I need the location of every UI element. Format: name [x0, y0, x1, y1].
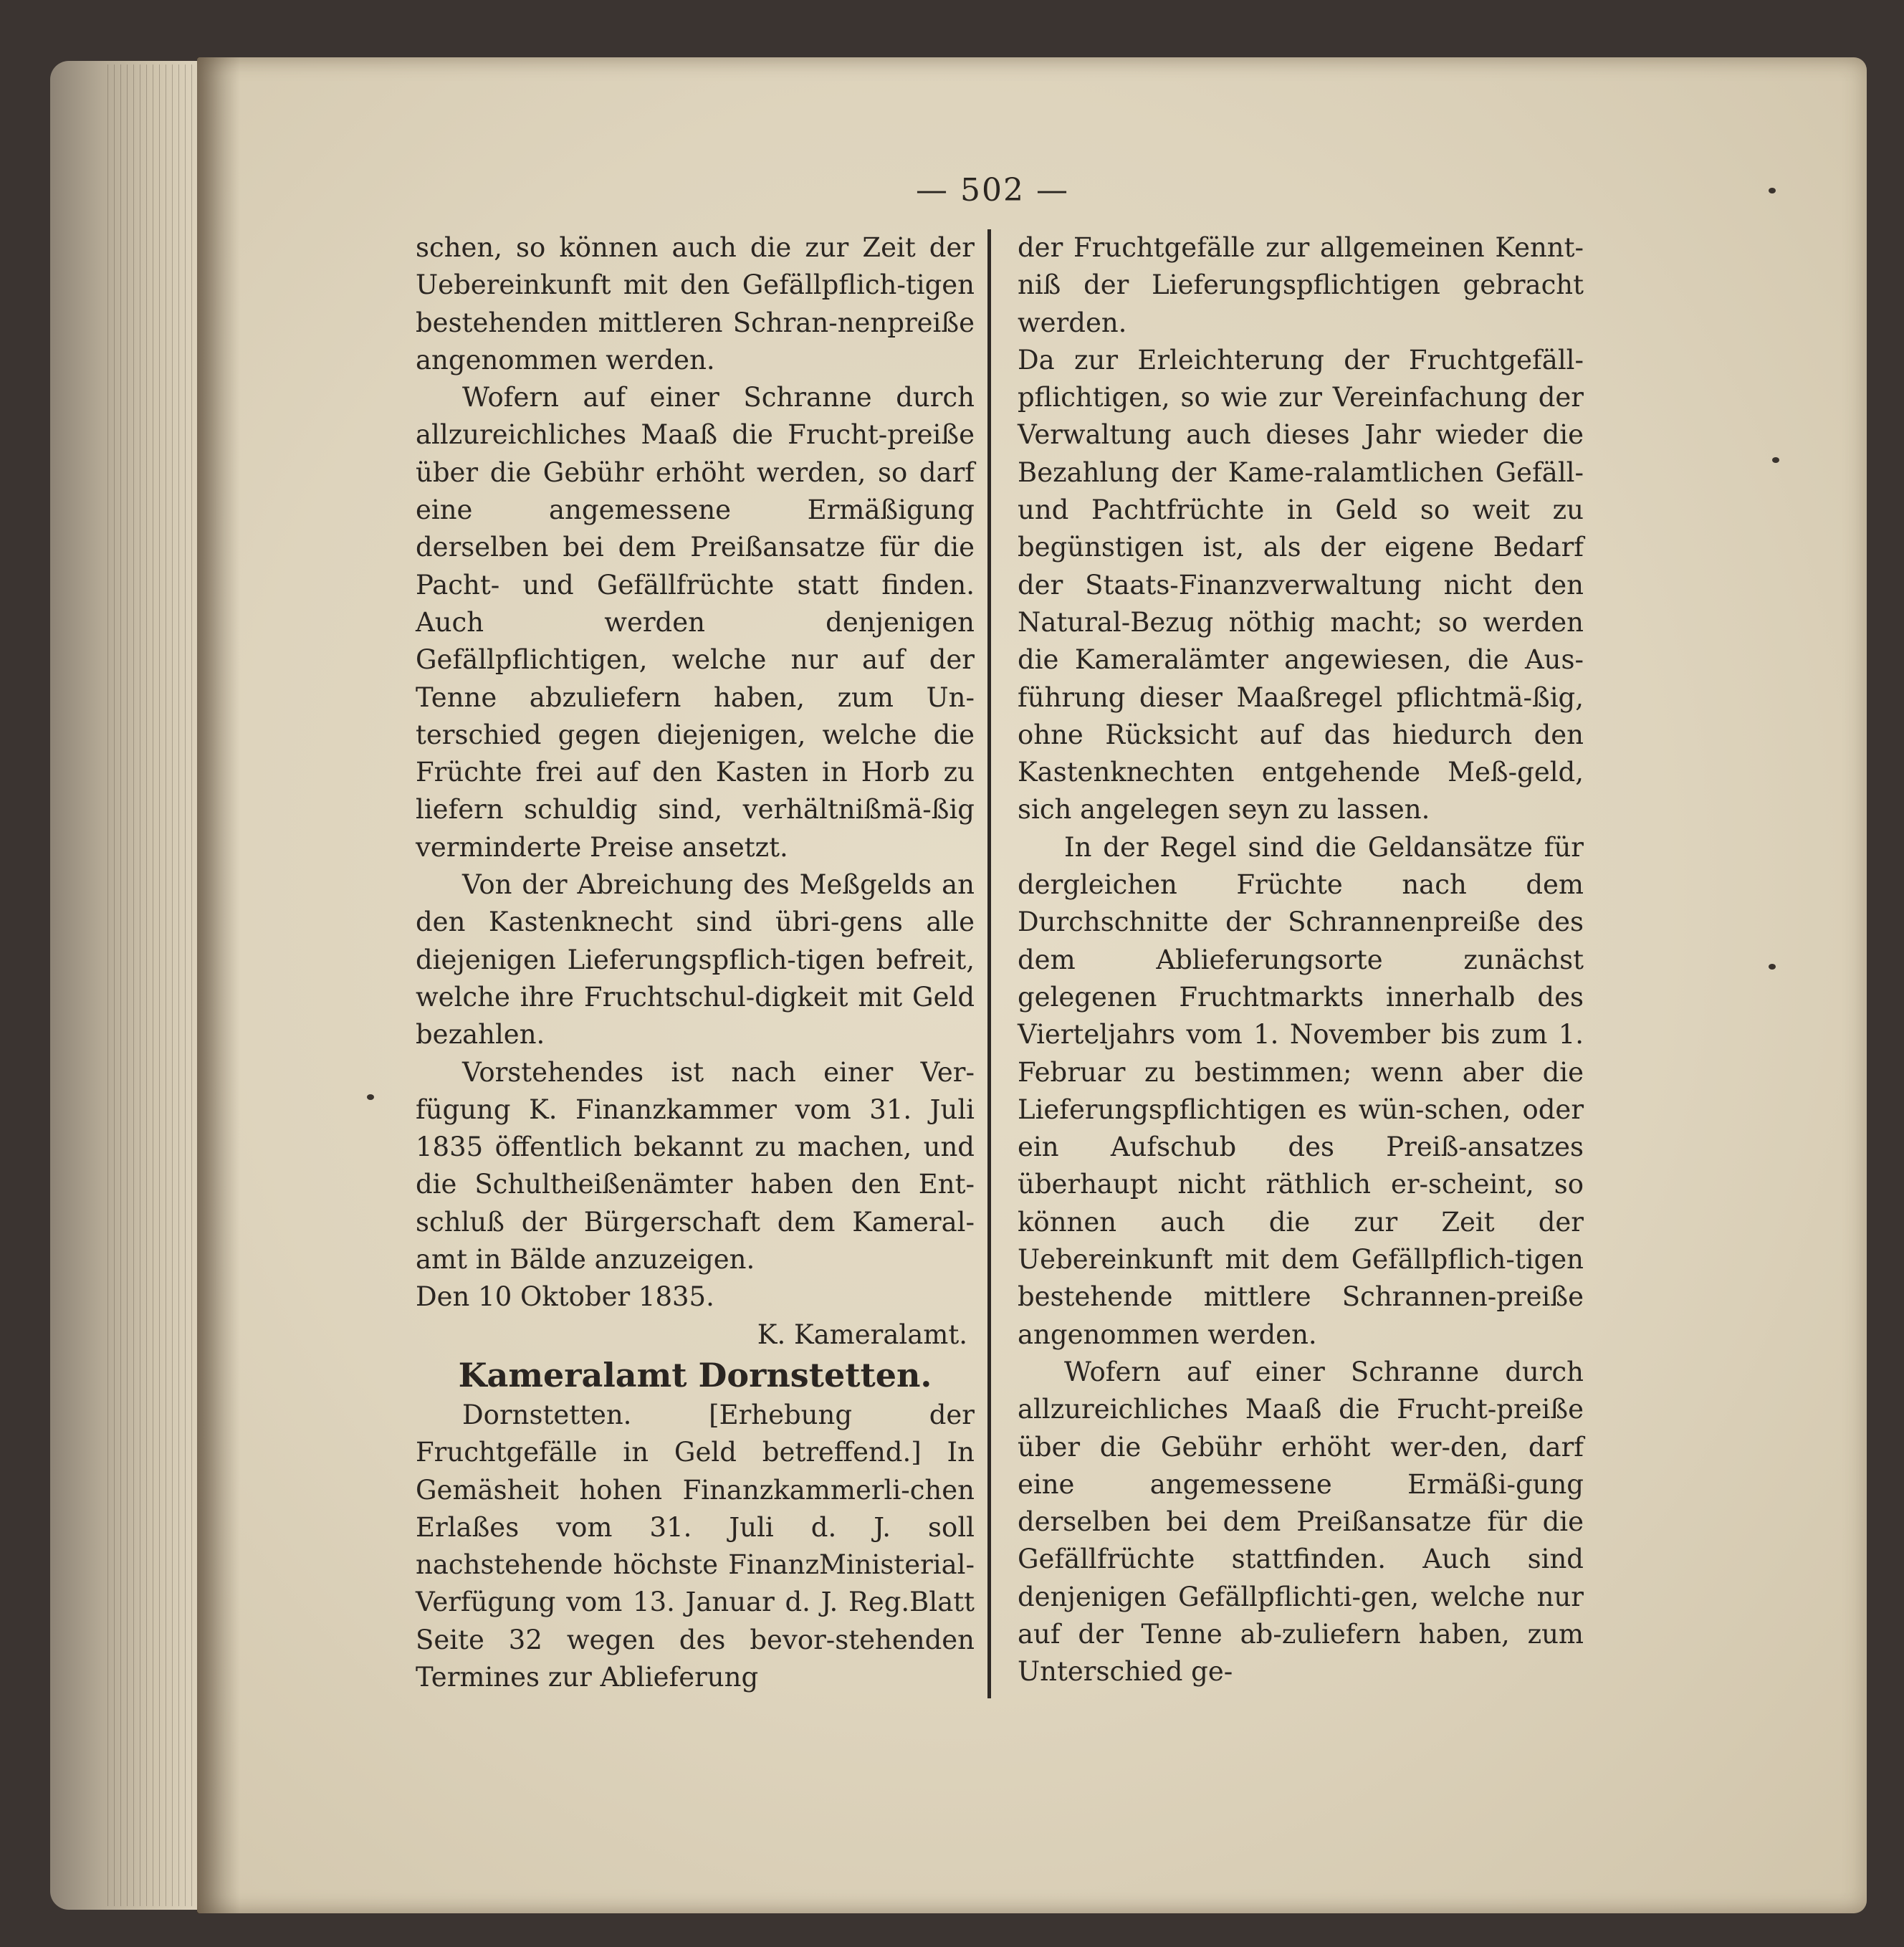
page-edge-lines — [107, 64, 201, 1906]
signature: K. Kameralamt. — [757, 1319, 967, 1350]
paragraph: schen, so können auch die zur Zeit der Uebereinkunft mit den Gefällpflich-tigen bestehenden mittleren Schran-nenpreiße angenommen werden. — [416, 232, 975, 375]
paragraph: In der Regel sind die Geldansätze für dergleichen Früchte nach dem Durchschnitte der Schrannenpreiße des dem Ablieferungsorte zunächst gelegenen Fruchtmarkts innerhalb des Vierteljahrs vom 1. November bis zum 1. Februar zu bestimmen; wenn aber die Lieferungspflichtigen es wün-schen, oder ein Aufschub des Preiß-ansatzes überhaupt nicht räthlich er-scheint, so können auch die zur Zeit der Uebereinkunft mit dem Gefällpflich-tigen bestehende mittlere Schrannen-preiße angenommen werden. — [1018, 831, 1584, 1350]
column-divider — [987, 229, 991, 1698]
paragraph: Dornstetten. [Erhebung der Fruchtgefälle in Geld betreffend.] In Gemäsheit hohen Finanzkammerli-chen Erlaßes vom 31. Juli d. J. soll nachstehende höchste FinanzMinisterial-Verfügung vom 13. Januar d. J. Reg.Blatt Seite 32 wegen des bevor-stehenden Termines zur Ablieferung — [416, 1399, 975, 1693]
paper-speck — [1769, 964, 1776, 970]
paragraph: Wofern auf einer Schranne durch allzureichliches Maaß die Frucht-preiße über die Gebühr erhöht wer-den, darf eine angemessene Ermäßi-gung derselben bei dem Preißansatze für die Gefällfrüchte stattfinden. Auch sind denjenigen Gefällpflichti-gen, welche nur auf der Tenne ab-zuliefern haben, zum Unterschied ge- — [1018, 1356, 1584, 1688]
paragraph: Vorstehendes ist nach einer Ver-fügung K. Finanzkammer vom 31. Juli 1835 öffentlich bekannt zu machen, und die Schultheißenämter haben den Ent-schluß der Bürgerschaft dem Kameral-amt in Bälde anzuzeigen. — [416, 1056, 975, 1276]
paper-speck — [1769, 188, 1776, 193]
paragraph: Wofern auf einer Schranne durch allzureichliches Maaß die Frucht-preiße über die Gebühr erhöht werden, so darf eine angemessene Ermäßigung derselben bei dem Preißansatze für die Pacht- und Gefällfrüchte statt finden. Auch werden denjenigen Gefällpflichtigen, welche nur auf der Tenne abzuliefern haben, zum Un-terschied gegen diejenigen, welche die Früchte frei auf den Kasten in Horb zu liefern schuldig sind, verhältnißmä-ßig verminderte Preise ansetzt. — [416, 382, 975, 863]
paragraph: Da zur Erleichterung der Fruchtgefäll-pflichtigen, so wie zur Vereinfachung der Verwaltung auch dieses Jahr wieder die Bezahlung der Kame-ralamtlichen Gefäll- und Pachtfrüchte in Geld so weit zu begünstigen ist, als der eigene Bedarf der Staats-Finanzverwaltung nicht den Natural-Bezug nöthig macht; so werden die Kameralämter angewiesen, die Aus-führung dieser Maaßregel pflichtmä-ßig, ohne Rücksicht auf das hiedurch den Kastenknechten entgehende Meß-geld, sich angelegen seyn zu lassen. — [1018, 344, 1584, 826]
left-column — [416, 229, 975, 1696]
section-heading: Kameralamt Dornstetten. — [458, 1355, 932, 1395]
paragraph: Von der Abreichung des Meßgelds an den Kastenknecht sind übri-gens alle diejenigen Lieferungspflich-tigen befreit, welche ihre Fruchtschul-digkeit mit Geld bezahlen. — [416, 869, 975, 1051]
gutter-shadow — [197, 57, 240, 1913]
date-line: Den 10 Oktober 1835. — [416, 1281, 714, 1313]
right-column — [1018, 229, 1584, 1691]
page-number: — 502 — — [916, 172, 1069, 209]
paragraph: der Fruchtgefälle zur allgemeinen Kennt-niß der Lieferungspflichtigen gebracht werden. — [1018, 232, 1584, 338]
paper-speck — [1772, 457, 1779, 463]
paper-speck — [367, 1094, 374, 1100]
